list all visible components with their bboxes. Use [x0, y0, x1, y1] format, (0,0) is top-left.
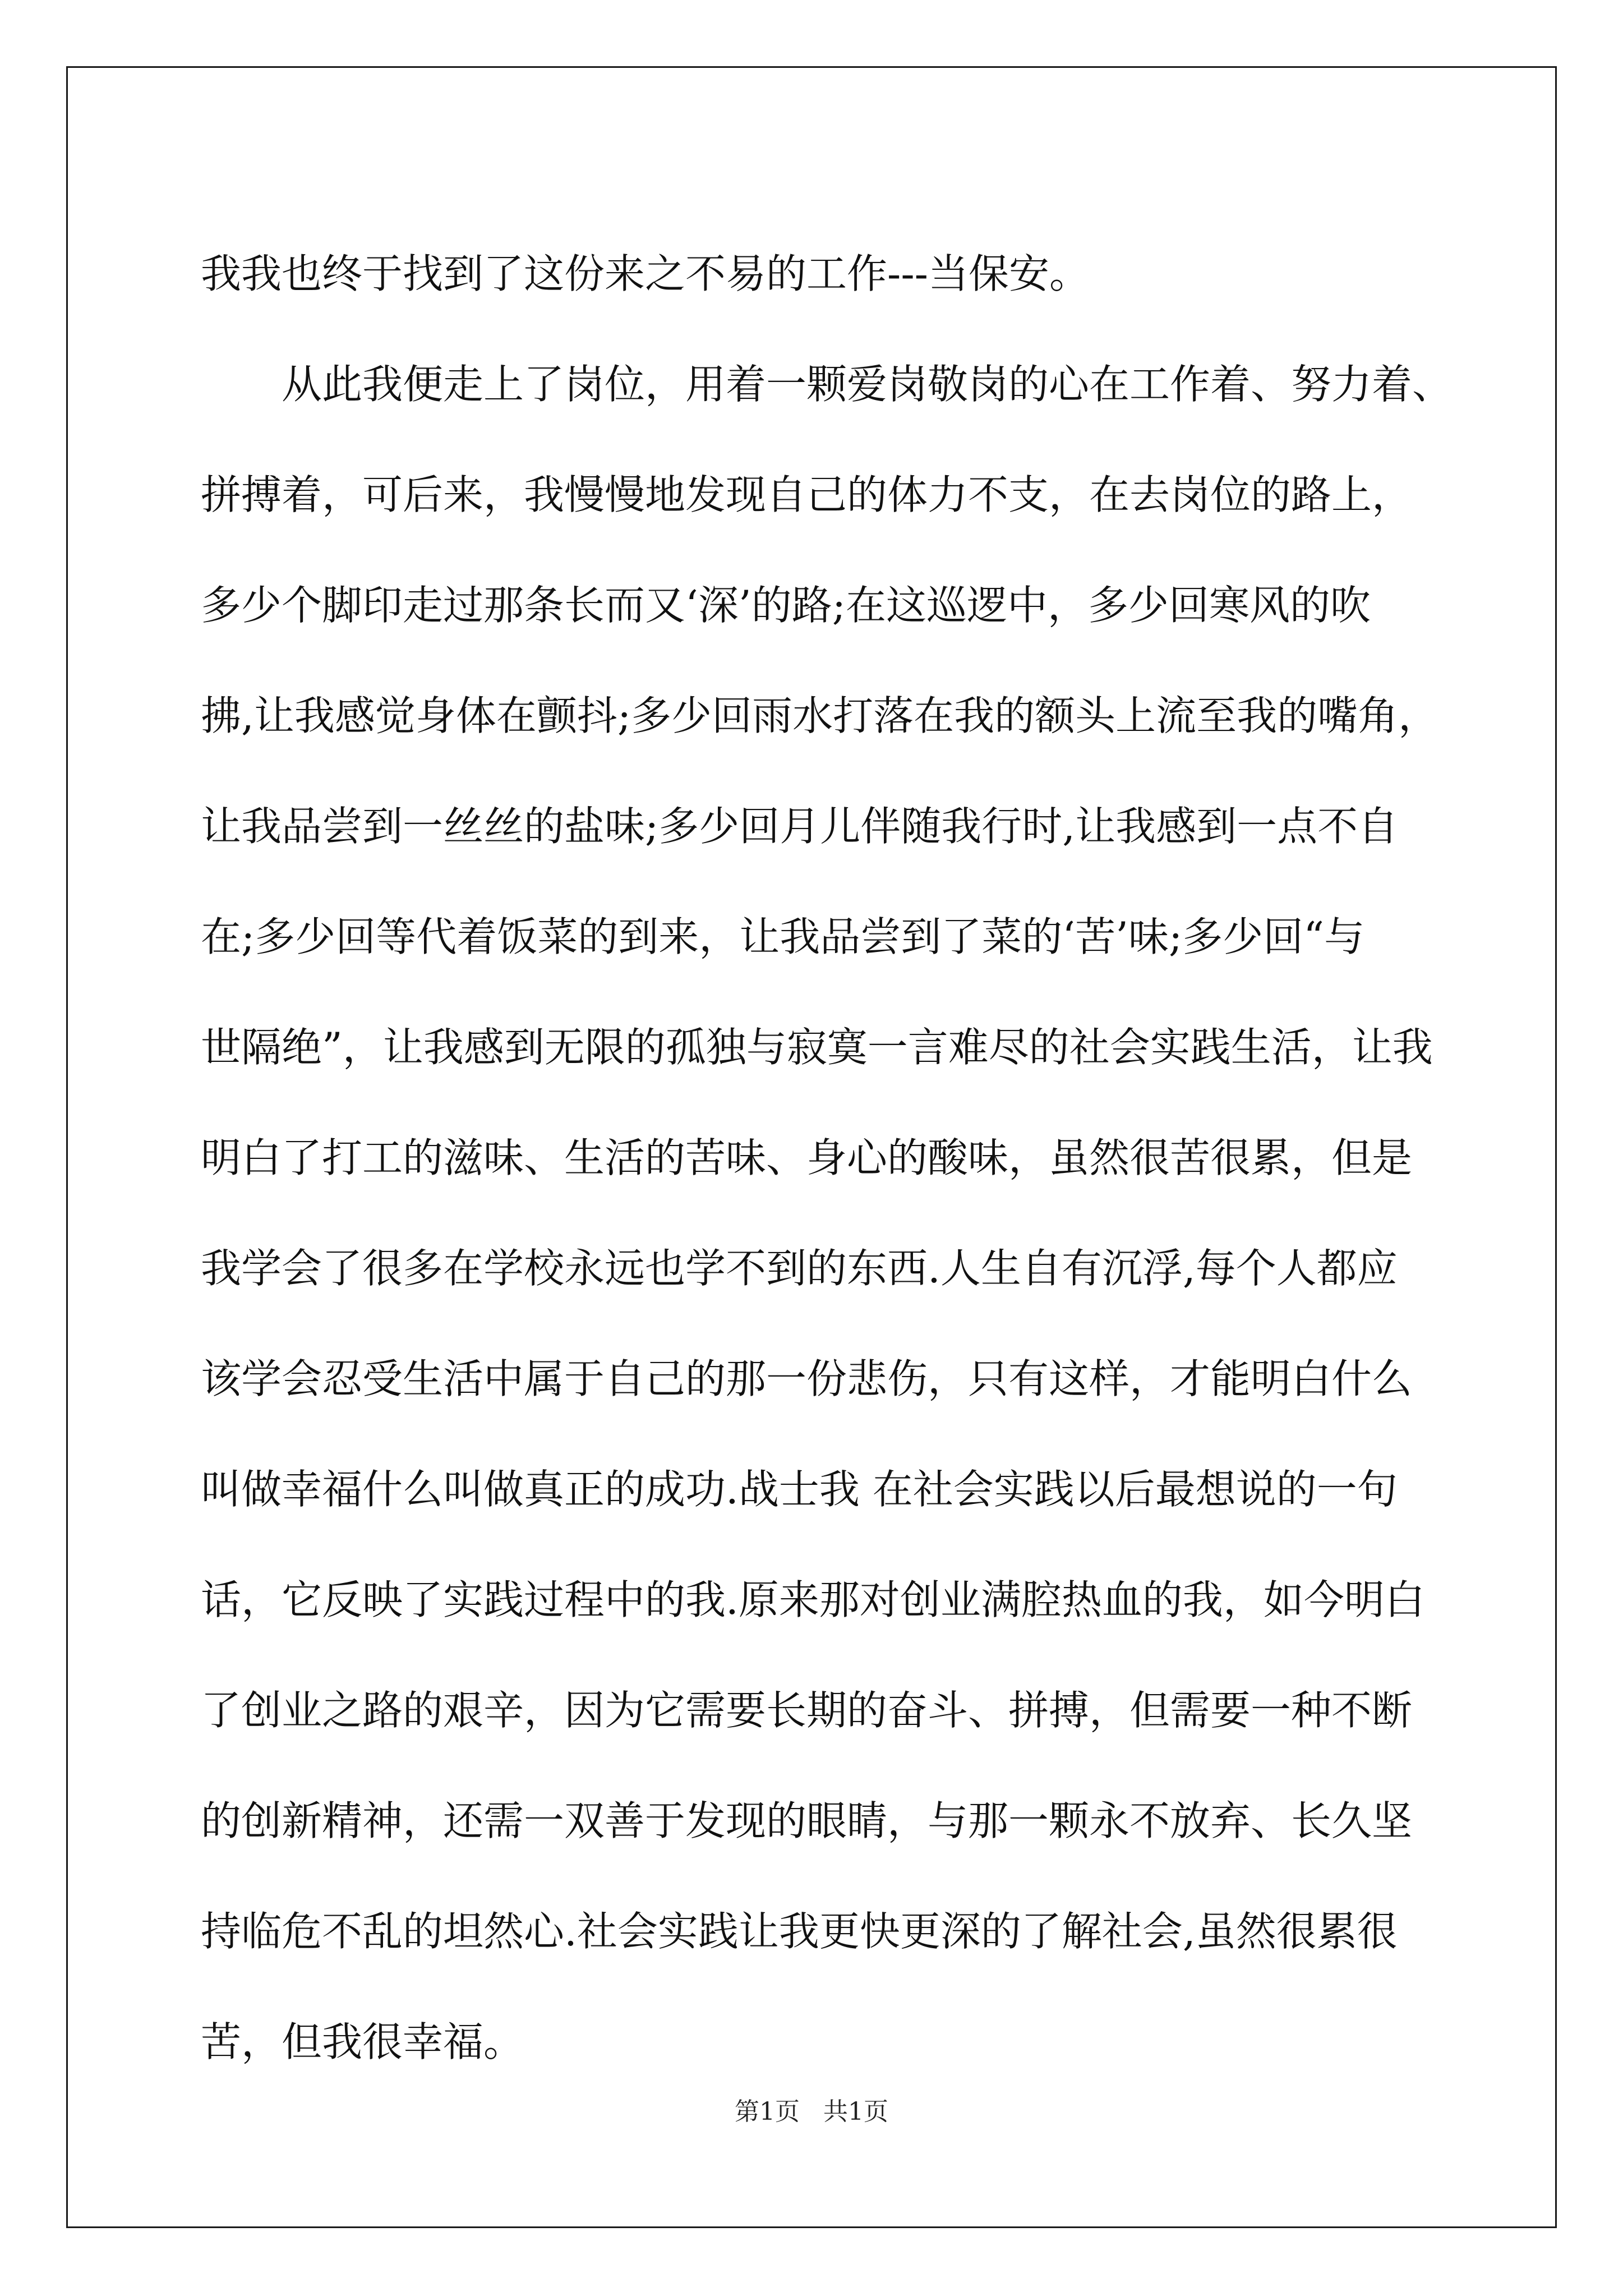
text-line: 在;多少回等代着饭菜的到来，让我品尝到了菜的‘苦’味;多少回“与 [201, 913, 1365, 960]
text-line: 叫做幸福什么叫做真正的成功.战士我 在社会实践以后最想说的一句 [201, 1466, 1398, 1513]
text-line: 拼搏着，可后来，我慢慢地发现自己的体力不支，在去岗位的路上， [201, 471, 1413, 518]
text-line: 话，它反映了实践过程中的我.原来那对创业满腔热血的我，如今明白 [201, 1576, 1425, 1623]
text-line: 多少个脚印走过那条长而又‘深’的路;在这巡逻中，多少回寒风的吹 [201, 582, 1371, 629]
document-body [201, 219, 1491, 2097]
text-line: 让我品尝到一丝丝的盐味;多少回月儿伴随我行时,让我感到一点不自 [201, 803, 1399, 850]
text-line: 的创新精神，还需一双善于发现的眼睛，与那一颗永不放弃、长久坚 [201, 1797, 1413, 1844]
text-line: 我我也终于找到了这份来之不易的工作---当保安。 [201, 250, 1090, 297]
text-line: 该学会忍受生活中属于自己的那一份悲伤，只有这样，才能明白什么 [201, 1355, 1413, 1402]
text-line: 拂,让我感觉身体在颤抖;多少回雨水打落在我的额头上流至我的嘴角， [201, 692, 1439, 739]
text-line: 世隔绝”，让我感到无限的孤独与寂寞一言难尽的社会实践生活，让我 [201, 1024, 1433, 1071]
text-line: 持临危不乱的坦然心.社会实践让我更快更深的了解社会,虽然很累很 [201, 1908, 1398, 1955]
text-line: 苦，但我很幸福。 [201, 2018, 524, 2065]
text-line: 了创业之路的艰辛，因为它需要长期的奋斗、拼搏，但需要一种不断 [201, 1687, 1413, 1734]
page-footer: 第1页 共1页 [735, 2097, 888, 2126]
text-line: 从此我便走上了岗位，用着一颗爱岗敬岗的心在工作着、努力着、 [282, 361, 1453, 408]
text-line: 我学会了很多在学校永远也学不到的东西.人生自有沉浮,每个人都应 [201, 1245, 1398, 1292]
text-line: 明白了打工的滋味、生活的苦味、身心的酸味，虽然很苦很累，但是 [201, 1134, 1413, 1181]
